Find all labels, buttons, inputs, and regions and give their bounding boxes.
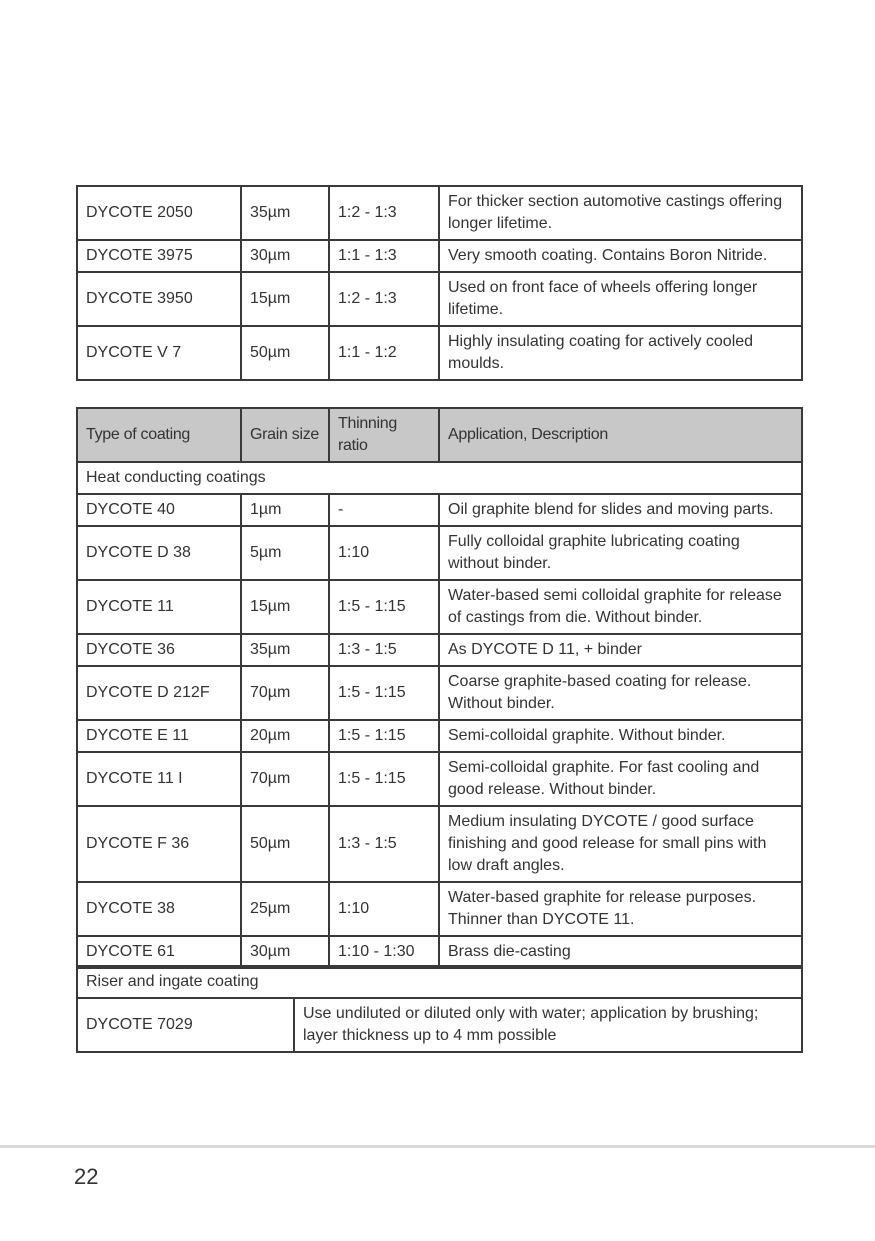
coating-name: DYCOTE 36 bbox=[77, 634, 241, 666]
coating-name: DYCOTE 38 bbox=[77, 882, 241, 936]
coating-name: DYCOTE D 38 bbox=[77, 526, 241, 580]
description: Highly insulating coating for actively cooled moulds. bbox=[439, 326, 802, 380]
description: Semi-colloidal graphite. Without binder. bbox=[439, 720, 802, 752]
table-row bbox=[77, 634, 802, 666]
description: Coarse graphite-based coating for release. Without binder. bbox=[439, 666, 802, 720]
thinning-ratio: 1:1 - 1:2 bbox=[329, 326, 439, 380]
thinning-ratio: 1:3 - 1:5 bbox=[329, 806, 439, 882]
grain-size: 5µm bbox=[241, 526, 329, 580]
coating-name: DYCOTE V 7 bbox=[77, 326, 241, 380]
grain-size: 15µm bbox=[241, 272, 329, 326]
section-title: Riser and ingate coating bbox=[77, 966, 802, 998]
coatings-table-top bbox=[76, 185, 803, 381]
description: As DYCOTE D 11, + binder bbox=[439, 634, 802, 666]
description: Brass die-casting bbox=[439, 936, 802, 968]
thinning-ratio: 1:2 - 1:3 bbox=[329, 186, 439, 240]
description: Medium insulating DYCOTE / good surface finishing and good release for small pins with low draft angles. bbox=[439, 806, 802, 882]
thinning-ratio: 1:10 - 1:30 bbox=[329, 936, 439, 968]
header-row bbox=[77, 408, 802, 462]
header-description: Application, Description bbox=[439, 408, 802, 462]
table-row bbox=[77, 998, 802, 1052]
table-row bbox=[77, 272, 802, 326]
grain-size: 15µm bbox=[241, 580, 329, 634]
coating-name: DYCOTE 3975 bbox=[77, 240, 241, 272]
thinning-ratio: 1:5 - 1:15 bbox=[329, 752, 439, 806]
description: Oil graphite blend for slides and moving parts. bbox=[439, 494, 802, 526]
description: Water-based semi colloidal graphite for release of castings from die. Without binder. bbox=[439, 580, 802, 634]
thinning-ratio: 1:5 - 1:15 bbox=[329, 666, 439, 720]
section-title: Heat conducting coatings bbox=[77, 462, 802, 494]
thinning-ratio: 1:10 bbox=[329, 526, 439, 580]
grain-size: 25µm bbox=[241, 882, 329, 936]
table-row bbox=[77, 326, 802, 380]
description: Use undiluted or diluted only with water; application by brushing; layer thickness up to 4 mm possible bbox=[294, 998, 802, 1052]
table-row bbox=[77, 580, 802, 634]
grain-size: 30µm bbox=[241, 240, 329, 272]
header-type: Type of coating bbox=[77, 408, 241, 462]
grain-size: 50µm bbox=[241, 326, 329, 380]
table-row bbox=[77, 666, 802, 720]
coating-name: DYCOTE 40 bbox=[77, 494, 241, 526]
coating-name: DYCOTE F 36 bbox=[77, 806, 241, 882]
coating-name: DYCOTE D 212F bbox=[77, 666, 241, 720]
coating-name: DYCOTE 7029 bbox=[77, 998, 294, 1052]
header-ratio: Thinning ratio bbox=[329, 408, 439, 462]
thinning-ratio: 1:2 - 1:3 bbox=[329, 272, 439, 326]
table-row bbox=[77, 494, 802, 526]
thinning-ratio: 1:5 - 1:15 bbox=[329, 580, 439, 634]
grain-size: 1µm bbox=[241, 494, 329, 526]
header-grain: Grain size bbox=[241, 408, 329, 462]
section-row bbox=[77, 462, 802, 494]
page-number: 22 bbox=[74, 1164, 99, 1189]
table-row bbox=[77, 936, 802, 968]
grain-size: 50µm bbox=[241, 806, 329, 882]
thinning-ratio: 1:3 - 1:5 bbox=[329, 634, 439, 666]
table-row bbox=[77, 882, 802, 936]
description: Used on front face of wheels offering longer lifetime. bbox=[439, 272, 802, 326]
table-row bbox=[77, 806, 802, 882]
grain-size: 35µm bbox=[241, 186, 329, 240]
coating-name: DYCOTE 61 bbox=[77, 936, 241, 968]
coating-name: DYCOTE E 11 bbox=[77, 720, 241, 752]
thinning-ratio: 1:1 - 1:3 bbox=[329, 240, 439, 272]
description: Semi-colloidal graphite. For fast cooling and good release. Without binder. bbox=[439, 752, 802, 806]
thinning-ratio: 1:5 - 1:15 bbox=[329, 720, 439, 752]
table-row bbox=[77, 240, 802, 272]
grain-size: 30µm bbox=[241, 936, 329, 968]
thinning-ratio: 1:10 bbox=[329, 882, 439, 936]
coatings-table-main bbox=[76, 407, 803, 969]
description: Fully colloidal graphite lubricating coating without binder. bbox=[439, 526, 802, 580]
riser-coating-table bbox=[76, 965, 803, 1053]
section-row bbox=[77, 966, 802, 998]
description: Very smooth coating. Contains Boron Nitride. bbox=[439, 240, 802, 272]
footer-divider bbox=[0, 1145, 875, 1148]
grain-size: 20µm bbox=[241, 720, 329, 752]
coating-name: DYCOTE 11 bbox=[77, 580, 241, 634]
grain-size: 70µm bbox=[241, 752, 329, 806]
table-row bbox=[77, 526, 802, 580]
table-row bbox=[77, 720, 802, 752]
coating-name: DYCOTE 2050 bbox=[77, 186, 241, 240]
table-row bbox=[77, 186, 802, 240]
grain-size: 35µm bbox=[241, 634, 329, 666]
description: Water-based graphite for release purposes. Thinner than DYCOTE 11. bbox=[439, 882, 802, 936]
grain-size: 70µm bbox=[241, 666, 329, 720]
table-row bbox=[77, 752, 802, 806]
coating-name: DYCOTE 3950 bbox=[77, 272, 241, 326]
thinning-ratio: - bbox=[329, 494, 439, 526]
description: For thicker section automotive castings offering longer lifetime. bbox=[439, 186, 802, 240]
coating-name: DYCOTE 11 I bbox=[77, 752, 241, 806]
